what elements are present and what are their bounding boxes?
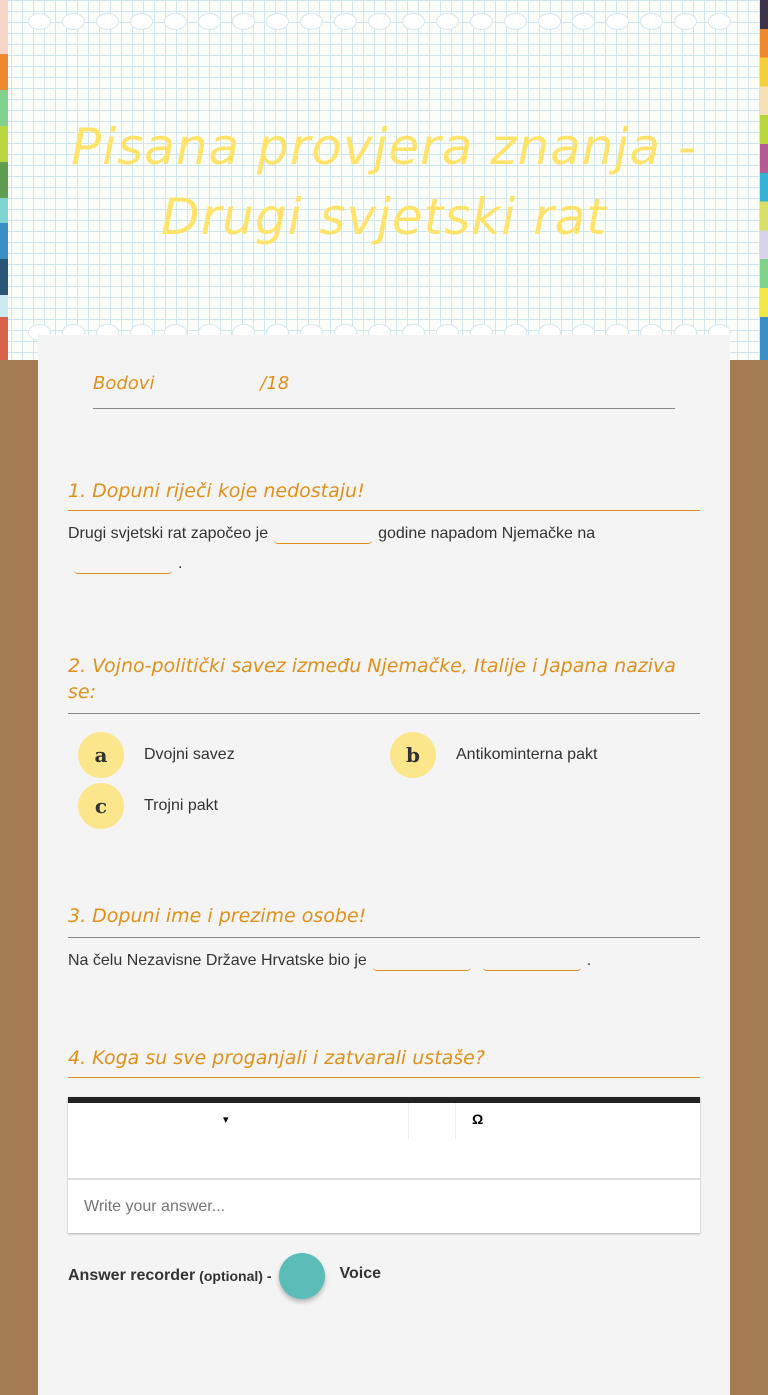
option-a[interactable] xyxy=(78,732,235,778)
option-b[interactable] xyxy=(390,732,597,778)
special-character-icon[interactable]: Ω xyxy=(472,1111,484,1127)
option-label: Dvojni savez xyxy=(144,746,235,763)
score-max: /18 xyxy=(260,373,290,394)
answer-input[interactable] xyxy=(68,1178,700,1233)
voice-label: Voice xyxy=(339,1265,381,1282)
question-text: . xyxy=(586,952,592,969)
question-3 xyxy=(68,903,700,976)
question-heading: 1. Dopuni riječi koje nedostaju! xyxy=(68,480,700,511)
question-text: Na čelu Nezavisne Države Hrvatske bio je xyxy=(68,952,367,969)
recorder-label: Answer recorder xyxy=(68,1267,196,1284)
answer-recorder xyxy=(68,1253,381,1299)
notebook-holes xyxy=(28,13,731,30)
question-text: . xyxy=(178,555,183,572)
option-label: Trojni pakt xyxy=(144,797,219,814)
question-heading: 2. Vojno-politički savez između Njemačke, Italije i Japana naziva se: xyxy=(68,653,700,714)
question-heading: 3. Dopuni ime i prezime osobe! xyxy=(68,903,700,938)
option-c[interactable] xyxy=(78,783,218,829)
blank-input[interactable] xyxy=(74,554,172,574)
last-name-input[interactable] xyxy=(483,951,581,971)
voice-record-button[interactable] xyxy=(279,1253,325,1299)
left-color-edge xyxy=(0,0,8,360)
format-dropdown-icon[interactable]: ▾ xyxy=(223,1114,229,1126)
worksheet xyxy=(38,335,730,1395)
header-banner xyxy=(0,0,768,360)
question-text: Drugi svjetski rat započeo je xyxy=(68,525,269,542)
recorder-optional: (optional) - xyxy=(199,1268,272,1284)
question-2 xyxy=(68,653,700,714)
score-row xyxy=(93,373,675,409)
score-label: Bodovi xyxy=(93,373,155,394)
option-letter: b xyxy=(390,732,436,778)
option-label: Antikominterna pakt xyxy=(456,746,598,763)
question-text: godine napadom Njemačke na xyxy=(378,525,596,542)
question-4 xyxy=(68,1047,700,1078)
option-letter: c xyxy=(78,783,124,829)
page-title: Pisana provjera znanja - Drugi svjetski rat xyxy=(71,118,697,246)
option-letter: a xyxy=(78,732,124,778)
first-name-input[interactable] xyxy=(373,951,471,971)
question-1 xyxy=(68,480,700,579)
right-color-edge xyxy=(760,0,768,360)
blank-input[interactable] xyxy=(274,524,372,544)
question-heading: 4. Koga su sve proganjali i zatvarali ustaše? xyxy=(68,1047,700,1078)
